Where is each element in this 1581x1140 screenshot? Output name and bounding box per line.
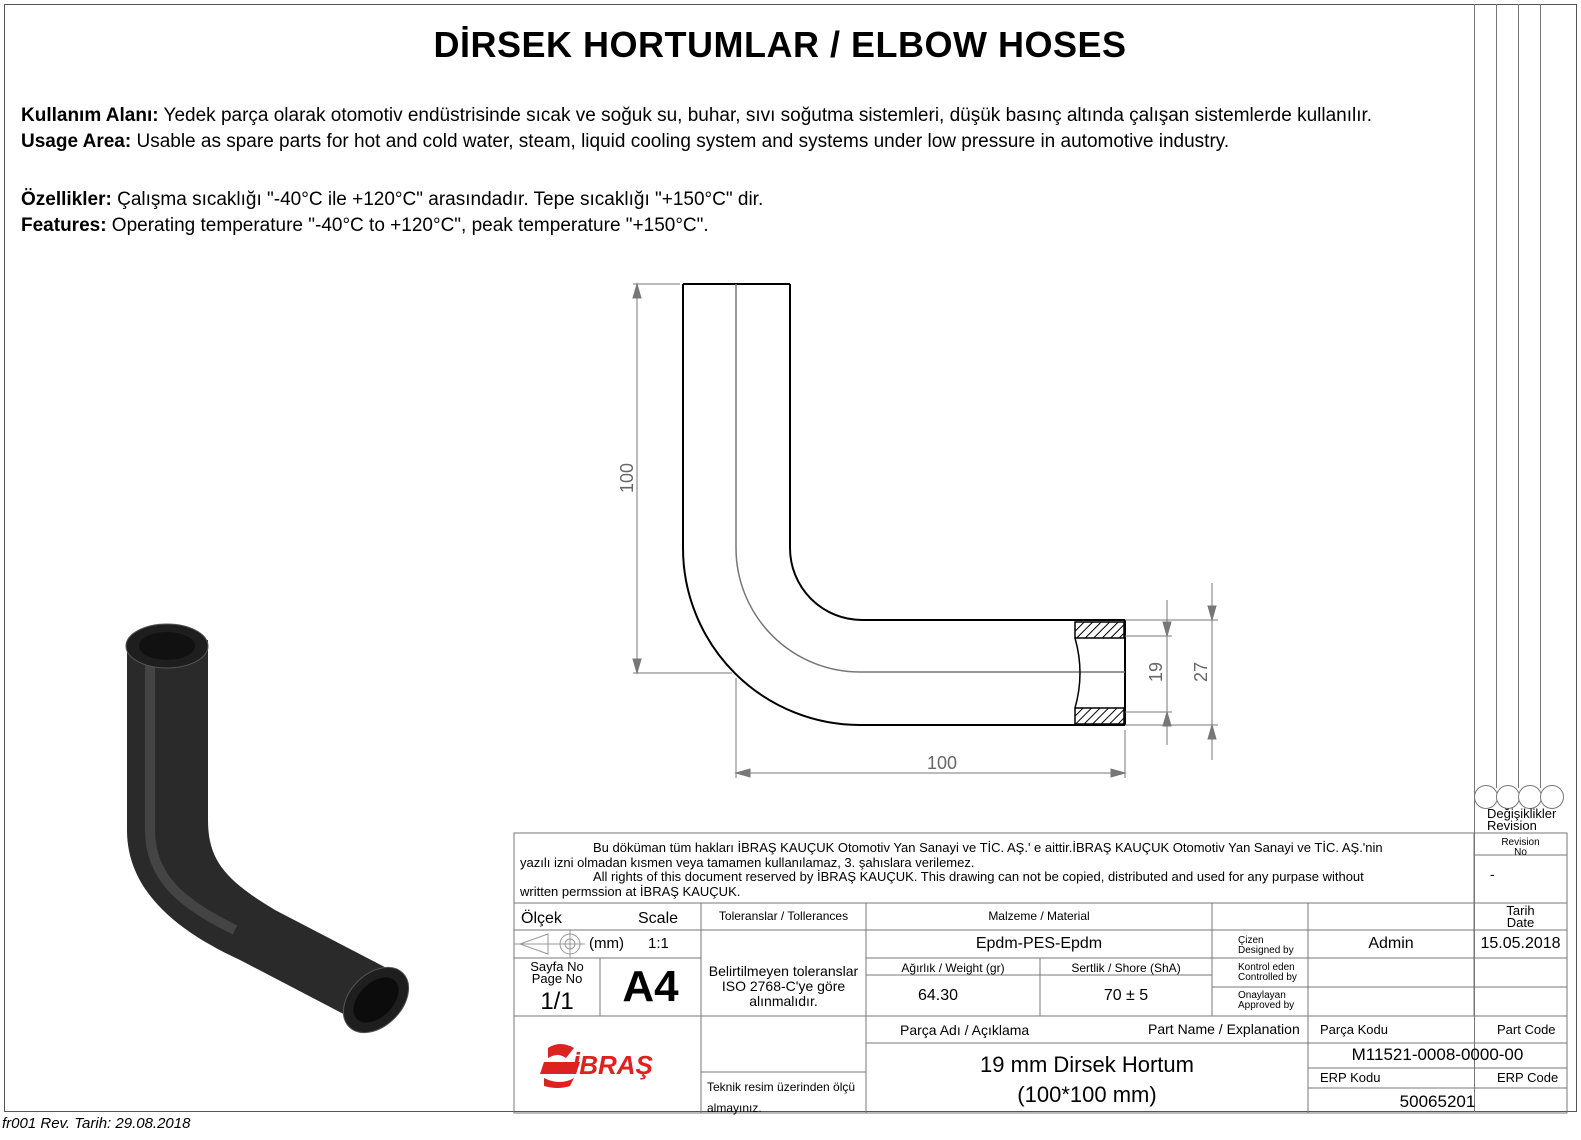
shore-label: Sertlik / Shore (ShA) <box>1071 961 1181 975</box>
revision-header <box>1487 808 1556 832</box>
features-tr-label: Özellikler: <box>21 189 112 210</box>
paper-size: A4 <box>622 962 679 1011</box>
controlled-en: Controlled by <box>1238 972 1297 983</box>
page-header <box>514 961 600 985</box>
erp-value: 50065201 <box>1399 1092 1476 1111</box>
tolerances-text <box>701 964 866 1009</box>
dimension-outer-label: 27 <box>1191 661 1211 683</box>
part-name-en: Part Name / Explanation <box>1148 1021 1300 1037</box>
no-measure-line2: almayınız. <box>707 1101 762 1115</box>
copyright-en-line2: written permssion at İBRAŞ KAUÇUK. <box>520 884 741 899</box>
features-tr-text: Çalışma sıcaklığı "-40°C ile +120°C" arasındadır. Tepe sıcaklığı "+150°C" dir. <box>111 189 764 210</box>
part-name-value <box>866 1050 1308 1110</box>
tolerances-text-line2: ISO 2768-C'ye göre <box>721 978 846 994</box>
page-tr: Sayfa No <box>530 959 584 974</box>
approved-header <box>1238 991 1294 1011</box>
hose-inner-lines <box>736 284 1125 672</box>
usage-en-text: Usable as spare parts for hot and cold water, steam, liquid cooling system and systems under low pressure in automotive industry. <box>131 131 1230 152</box>
part-name-line2: (100*100 mm) <box>1017 1082 1157 1107</box>
material-value: Epdm-PES-Epdm <box>975 935 1103 952</box>
tolerances-text-line3: alınmalıdır. <box>749 993 818 1009</box>
tolerances-label: Toleranslar / Tollerances <box>718 909 849 923</box>
designed-date: 15.05.2018 <box>1480 935 1561 952</box>
page-en: Page No <box>531 971 583 986</box>
controlled-header <box>1238 963 1297 983</box>
erp-tr: ERP Kodu <box>1320 1070 1381 1085</box>
revision-value: - <box>1490 866 1495 882</box>
revision-no-en: No <box>1514 847 1527 858</box>
revision-tr: Değişiklikler <box>1487 806 1557 821</box>
approved-en: Approved by <box>1238 1000 1295 1011</box>
dimension-horizontal-label: 100 <box>926 753 958 773</box>
designed-en: Designed by <box>1238 945 1294 956</box>
scale-value: 1:1 <box>648 935 669 952</box>
date-en: Date <box>1506 915 1535 930</box>
usage-en-label: Usage Area: <box>21 131 132 152</box>
features-en-text: Operating temperature "-40°C to +120°C", peak temperature "+150°C". <box>106 215 709 236</box>
features-en-label: Features: <box>21 215 107 236</box>
usage-tr-text: Yedek parça olarak otomotiv endüstrisinde sıcak ve soğuk su, buhar, sıvı soğutma sistemleri, düşük basınç altında çalışan sistemlerde kullanılır. <box>158 105 1373 126</box>
revision-no-header <box>1474 838 1567 858</box>
part-name-tr: Parça Adı / Açıklama <box>900 1022 1030 1038</box>
date-header <box>1474 905 1567 929</box>
copyright-tr-line2: yazılı izni olmadan kısmen veya tamamen kullanılamaz, 3. şahıslara verilemez. <box>520 855 975 870</box>
revision-no-tr: Revision <box>1501 837 1540 848</box>
scale-unit: (mm) <box>589 935 624 952</box>
no-measure-line1: Teknik resim üzerinden ölçü <box>707 1080 856 1094</box>
hose-3d-render <box>126 624 421 1045</box>
footer-revision: fr001 Rev. Tarih: 29.08.2018 <box>2 1115 191 1132</box>
hose-outline <box>683 284 1125 725</box>
page-value: 1/1 <box>540 988 574 1015</box>
scale-en: Scale <box>638 910 679 927</box>
dimension-inner-label: 19 <box>1146 661 1166 683</box>
designed-value: Admin <box>1368 935 1414 952</box>
scale-tr: Ölçek <box>521 910 562 927</box>
weight-label: Ağırlık / Weight (gr) <box>901 961 1005 975</box>
no-measure-note <box>707 1077 855 1119</box>
revision-en: Revision <box>1487 818 1537 833</box>
erp-en: ERP Code <box>1497 1070 1559 1085</box>
hose-section <box>1075 622 1124 724</box>
usage-tr-label: Kullanım Alanı: <box>21 105 159 126</box>
dimension-vertical-label: 100 <box>617 462 637 494</box>
part-code-en: Part Code <box>1497 1022 1556 1037</box>
approved-tr: Onaylayan <box>1238 990 1286 1001</box>
weight-value: 64.30 <box>918 987 959 1004</box>
designed-tr: Çizen <box>1238 935 1264 946</box>
part-code-tr: Parça Kodu <box>1320 1022 1388 1037</box>
tolerances-text-line1: Belirtilmeyen toleranslar <box>708 963 859 979</box>
controlled-tr: Kontrol eden <box>1238 962 1295 973</box>
part-code-value: M11521-0008-0000-00 <box>1351 1045 1524 1064</box>
shore-value: 70 ± 5 <box>1103 987 1149 1004</box>
copyright-tr-line1: Bu döküman tüm hakları İBRAŞ KAUÇUK Otomotiv Yan Sanayi ve TİC. AŞ.' e aittir.İBRAŞ KAUÇUK Otomotiv Yan Sanayi ve TİC. AŞ.'nin <box>593 840 1383 855</box>
page-title: DİRSEK HORTUMLAR / ELBOW HOSES <box>433 24 1127 65</box>
logo-text: İBRAŞ <box>572 1050 653 1080</box>
date-tr: Tarih <box>1506 903 1535 918</box>
part-name-line1: 19 mm Dirsek Hortum <box>980 1052 1194 1077</box>
designed-header <box>1238 936 1294 956</box>
projection-symbol-icon <box>514 930 585 958</box>
material-label: Malzeme / Material <box>988 909 1090 923</box>
copyright-en-line1: All rights of this document reserved by İBRAŞ KAUÇUK. This drawing can not be copied, distributed and used for any purpase without <box>593 869 1364 884</box>
